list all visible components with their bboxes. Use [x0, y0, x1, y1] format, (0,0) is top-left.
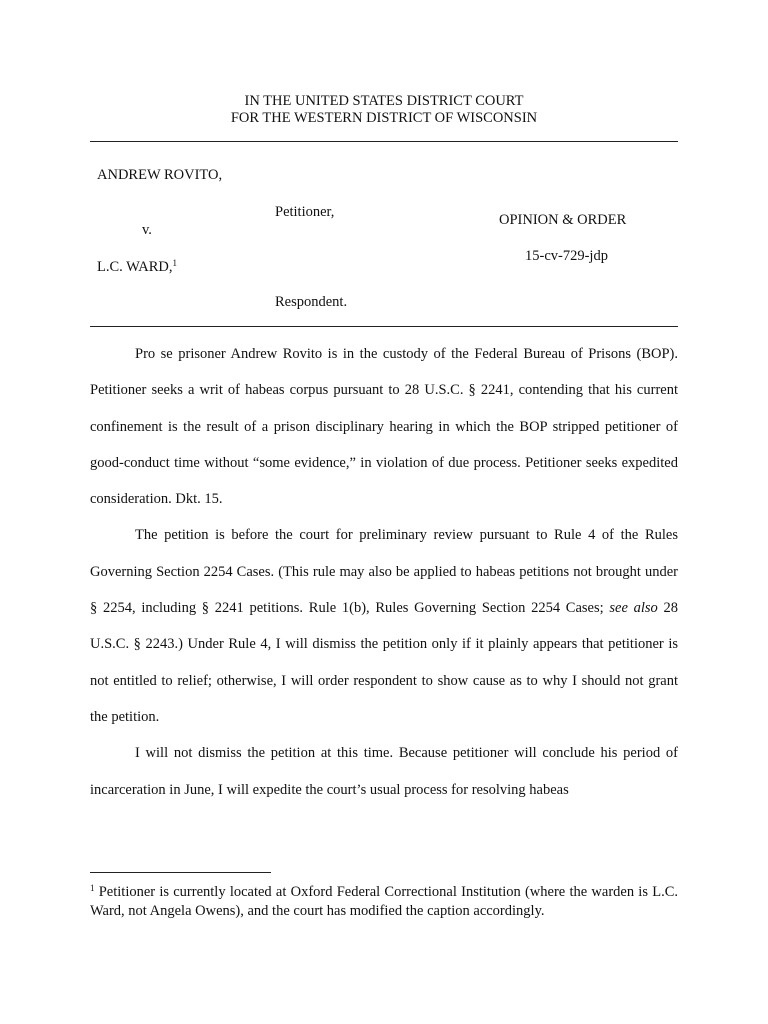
paragraph-1: Pro se prisoner Andrew Rovito is in the custody of the Federal Bureau of Prisons (BOP). Petitioner seeks a writ of habeas corpus pursuant to 28 U.S.C. § 2241, contending that his current confinement is the result of a prison disciplinary hearing in which the BOP stripped petitioner of good-conduct time without “some evidence,” in violation of due process. Petitioner seeks expedited consideration. Dkt. 15.: [90, 346, 678, 508]
footnote-number: 1: [90, 883, 95, 893]
paragraph-2-part-2: 28 U.S.C. § 2243.) Under Rule 4, I will dismiss the petition only if it plainly appears that petitioner is not entitled to relief; otherwise, I will order respondent to show cause as to why I should not grant the petition.: [90, 600, 678, 725]
respondent-role: Respondent.: [275, 294, 348, 310]
court-name-line-2: FOR THE WESTERN DISTRICT OF WISCONSIN: [230, 110, 538, 126]
versus-label: v.: [142, 222, 152, 238]
footnote-text: Petitioner is currently located at Oxford Federal Correctional Institution (where the warden is L.C. Ward, not Angela Owens), and the court has modified the caption accordingly.: [90, 884, 678, 919]
petitioner-role: Petitioner,: [275, 204, 335, 220]
case-number: 15-cv-729-jdp: [525, 248, 608, 264]
respondent-name-text: L.C. WARD,: [97, 259, 173, 275]
document-type: OPINION & ORDER: [499, 212, 627, 228]
opinion-body: [90, 336, 678, 808]
court-name-line-1: IN THE UNITED STATES DISTRICT COURT: [244, 93, 524, 109]
paragraph-2: [90, 517, 678, 735]
paragraph-2-part-1: The petition is before the court for preliminary review pursuant to Rule 4 of the Rules Governing Section 2254 Cases. (This rule may also be applied to habeas petitions not brought under § 2254, including § 2241 petitions. Rule 1(b), Rules Governing Section 2254 Cases;: [90, 527, 678, 617]
footnote-separator: [90, 872, 271, 873]
caption-bottom-rule: [90, 326, 678, 327]
paragraph-3: I will not dismiss the petition at this time. Because petitioner will conclude his period of incarceration in June, I will expedite the court’s usual process for resolving habeas: [90, 745, 678, 798]
respondent-name: [97, 258, 177, 276]
footnote-1: [90, 879, 678, 920]
citation-signal: see also: [609, 600, 658, 617]
petitioner-name: ANDREW ROVITO,: [97, 167, 223, 183]
caption-top-rule: [90, 141, 678, 142]
footnote-mark-1: 1: [172, 258, 177, 268]
